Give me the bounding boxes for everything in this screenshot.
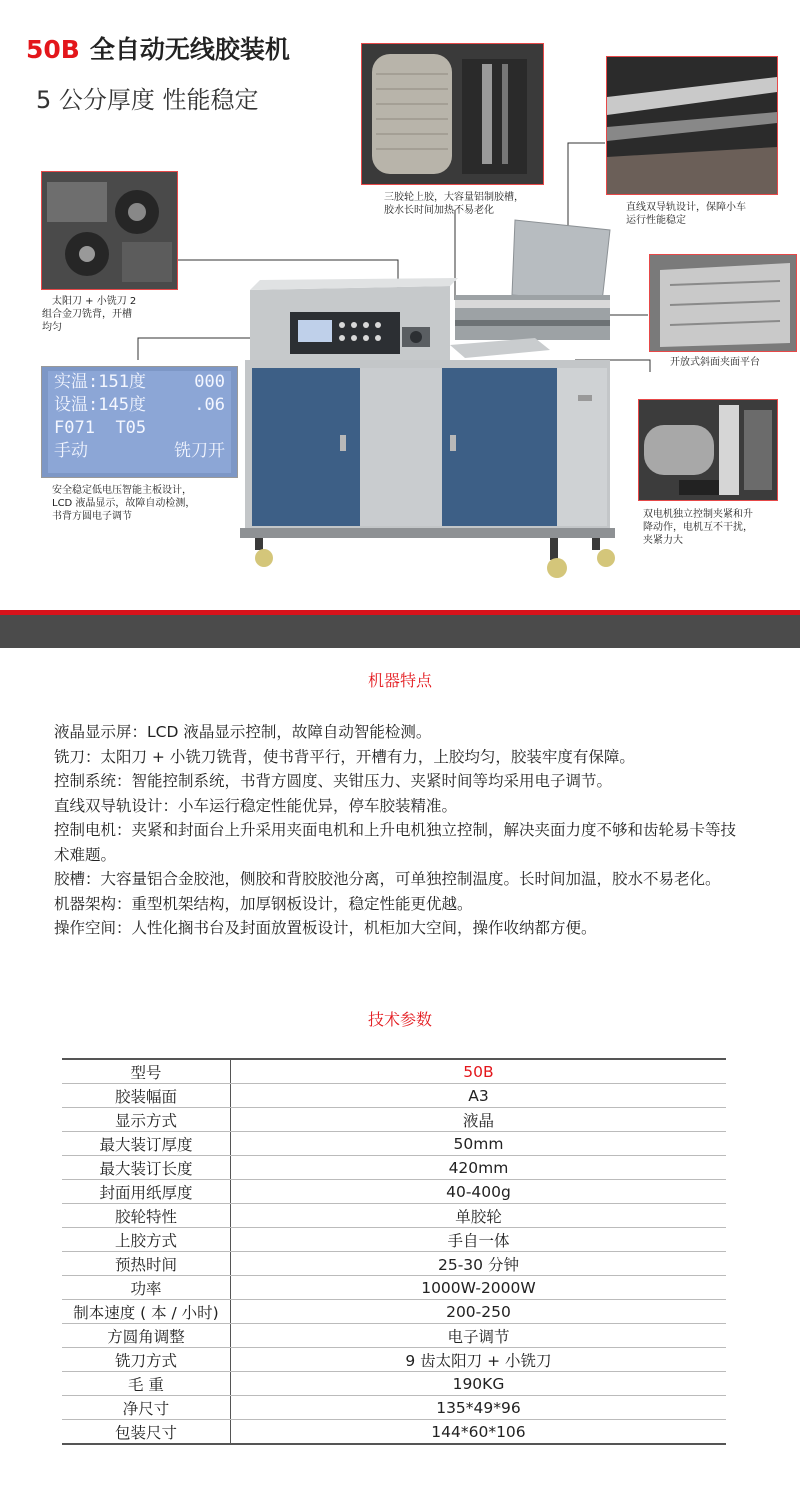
- feature-item: 铣刀：太阳刀 + 小铣刀铣背，使书背平行，开槽有力，上胶均匀，胶装牢度有保障。: [54, 747, 635, 766]
- product-hero: [0, 0, 800, 600]
- feature-item: 控制电机：夹紧和封面台上升采用夹面电机和上升电机独立控制，解决夹面力度不够和齿轮易卡等技术难题。: [54, 821, 737, 864]
- feature-item: 操作空间：人性化搁书台及封面放置板设计，机柜加大空间，操作收纳都方便。: [54, 919, 597, 937]
- lcd-counter: 000: [194, 372, 225, 392]
- lcd-time: T05: [115, 418, 147, 438]
- feature-item: 机器架构：重型机架结构，加厚钢板设计，稳定性能更优越。: [54, 894, 473, 913]
- rail-caption: 直线双导轨设计，保障小车 运行性能稳定: [626, 202, 746, 226]
- model-name: 50B: [26, 35, 80, 64]
- features-title: 机器特点: [367, 671, 432, 690]
- table-row: 净尺寸 135*49*96: [62, 1396, 726, 1420]
- table-row: 上胶方式 手自一体: [62, 1228, 726, 1252]
- table-row: 封面用纸厚度 40-400g: [62, 1180, 726, 1204]
- feature-item: 胶槽：大容量铝合金胶池，侧胶和背胶胶池分离，可单独控制温度。长时间加温，胶水不易老化。: [54, 870, 721, 888]
- specs-title: 技术参数: [367, 1010, 432, 1029]
- lcd-caption: 安全稳定低电压智能主板设计， LCD 液晶显示，故障自动检测， 书背方圆电子调节: [52, 485, 196, 522]
- table-row: 方圆角调整 电子调节: [62, 1324, 726, 1348]
- table-row: 型号 50B: [62, 1059, 726, 1084]
- feature-item: 液晶显示屏：LCD 液晶显示控制，故障自动智能检测。: [54, 723, 432, 741]
- table-row: 显示方式 液晶: [62, 1108, 726, 1132]
- table-row: 铣刀方式 9 齿太阳刀 + 小铣刀: [62, 1348, 726, 1372]
- lcd-cutter-status: 铣刀开: [174, 441, 225, 461]
- table-row: 最大装订长度 420mm: [62, 1156, 726, 1180]
- table-row: 胶装幅面 A3: [62, 1084, 726, 1108]
- table-row: 毛 重 190KG: [62, 1372, 726, 1396]
- lcd-actual-temp: 实温:151度: [54, 372, 146, 392]
- table-row: 胶轮特性 单胶轮: [62, 1204, 726, 1228]
- table-row: 最大装订厚度 50mm: [62, 1132, 726, 1156]
- table-row: 预热时间 25-30 分钟: [62, 1252, 726, 1276]
- lcd-mode: 手动: [54, 441, 88, 461]
- table-row: 制本速度 ( 本 / 小时) 200-250: [62, 1300, 726, 1324]
- milling-cutter-photo: [41, 171, 178, 290]
- glue-roller-caption: 三胶轮上胶，大容量铝制胶槽， 胶水长时间加热不易老化: [384, 192, 524, 216]
- rail-photo: [606, 56, 778, 195]
- feature-item: 控制系统：智能控制系统，书背方圆度、夹钳压力、夹紧时间等均采用电子调节。: [54, 772, 613, 790]
- product-subtitle: 5 公分厚度 性能稳定: [36, 86, 259, 114]
- product-name: 全自动无线胶装机: [89, 35, 290, 64]
- spec-table: [62, 1058, 726, 1445]
- lcd-set-temp: 设温:145度: [54, 395, 146, 415]
- platform-photo: [649, 254, 797, 352]
- table-row: 包装尺寸 144*60*106: [62, 1420, 726, 1445]
- motor-caption: 双电机独立控制夹紧和升 降动作，电机互不干扰， 夹紧力大: [643, 509, 753, 546]
- platform-caption: 开放式斜面夹面平台: [670, 357, 760, 368]
- table-row: 功率 1000W-2000W: [62, 1276, 726, 1300]
- section-divider-band: [0, 615, 800, 648]
- feature-item: 直线双导轨设计：小车运行稳定性能优异，停车胶装精准。: [54, 796, 458, 815]
- lcd-photo: [41, 366, 238, 478]
- binding-machine-illustration: [230, 210, 630, 590]
- glue-roller-photo: [361, 43, 544, 185]
- milling-cutter-caption: 太阳刀 + 小铣刀 2 组合金刀铣背，开槽 均匀: [42, 296, 137, 333]
- motor-photo: [638, 399, 778, 501]
- lcd-code: F071: [54, 418, 95, 438]
- features-list: [54, 720, 744, 941]
- lcd-value: .06: [194, 395, 225, 415]
